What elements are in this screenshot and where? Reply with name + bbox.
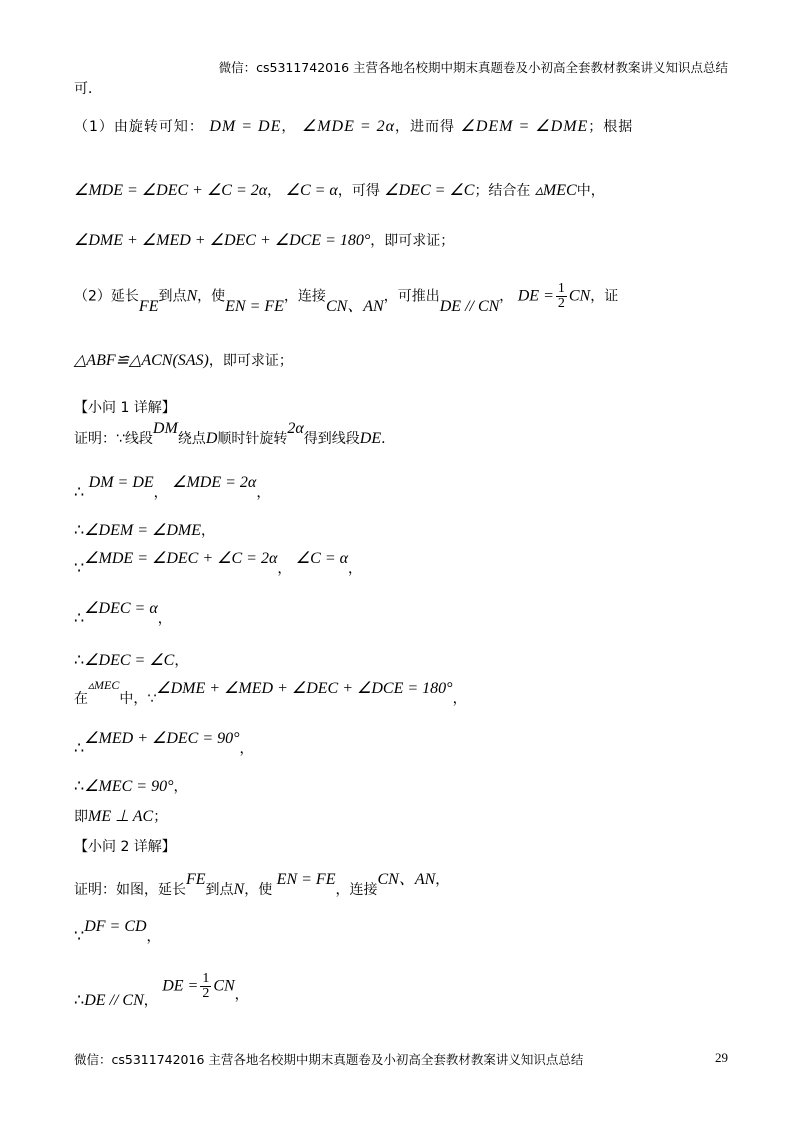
analysis-line-2: ∠MDE = ∠DEC + ∠C = 2α， ∠C = α，可得 ∠DEC = ∠C；结合在 ▵MEC中， xyxy=(74,182,605,199)
fraction: $\frac{1}{2}$ xyxy=(202,971,210,1001)
analysis-line-1: （1）由旋转可知： DM = DE， ∠MDE = 2α，进而得 ∠DEM = ∠DME；根据 xyxy=(74,118,634,135)
proof-line: ∴∠MEC = 90°， xyxy=(74,778,188,795)
proof-line: ∴∠DEC = ∠C， xyxy=(74,652,189,669)
fraction: $\frac{1}{2}$ xyxy=(557,281,565,311)
proof-line: ∴∠DEM = ∠DME， xyxy=(74,522,215,539)
proof-line: 即ME ⊥ AC； xyxy=(74,808,168,825)
analysis-line-4: （2）延长FE到点N，使EN = FE，连接CN、AN，可推出DE // CN， DE = $\frac{1}{2}$ CN，证 xyxy=(74,281,619,315)
text-line: 可． xyxy=(74,81,102,97)
analysis-line-5: △ABF≌△ACN(SAS)，即可求证； xyxy=(74,352,293,369)
proof-line: ∴DE // CN， DE = $\frac{1}{2}$ CN， xyxy=(74,971,249,1009)
proof-line: ∴ DM = DE， ∠MDE = 2α， xyxy=(74,474,271,501)
page-header: 微信：cs5311742016 主营各地名校期中期末真题卷及小初高全套教材教案讲义知识点总结 xyxy=(218,60,728,75)
proof-line: ∵∠MDE = ∠DEC + ∠C = 2α， ∠C = α， xyxy=(74,550,363,577)
proof-line: ∴∠DEC = α， xyxy=(74,600,172,627)
proof-line: ∵DF = CD， xyxy=(74,918,161,945)
page-number: 29 xyxy=(715,1050,728,1065)
proof-line: 在▵MEC中，∵∠DME + ∠MED + ∠DEC + ∠DCE = 180°， xyxy=(74,678,467,707)
section-heading-2: 【小问 2 详解】 xyxy=(74,839,176,855)
proof-line: ∴∠MED + ∠DEC = 90°， xyxy=(74,730,254,757)
proof-line: 证明：∵线段DM绕点D顺时针旋转2α得到线段DE． xyxy=(74,420,396,447)
proof-line: 证明：如图，延长FE到点N，使 EN = FE，连接CN、AN， xyxy=(74,871,450,898)
page-footer: 微信：cs5311742016 主营各地名校期中期末真题卷及小初高全套教材教案讲义知识点总结 xyxy=(74,1052,584,1067)
analysis-line-3: ∠DME + ∠MED + ∠DEC + ∠DCE = 180°，即可求证； xyxy=(74,232,455,249)
section-heading-1: 【小问 1 详解】 xyxy=(74,400,176,416)
